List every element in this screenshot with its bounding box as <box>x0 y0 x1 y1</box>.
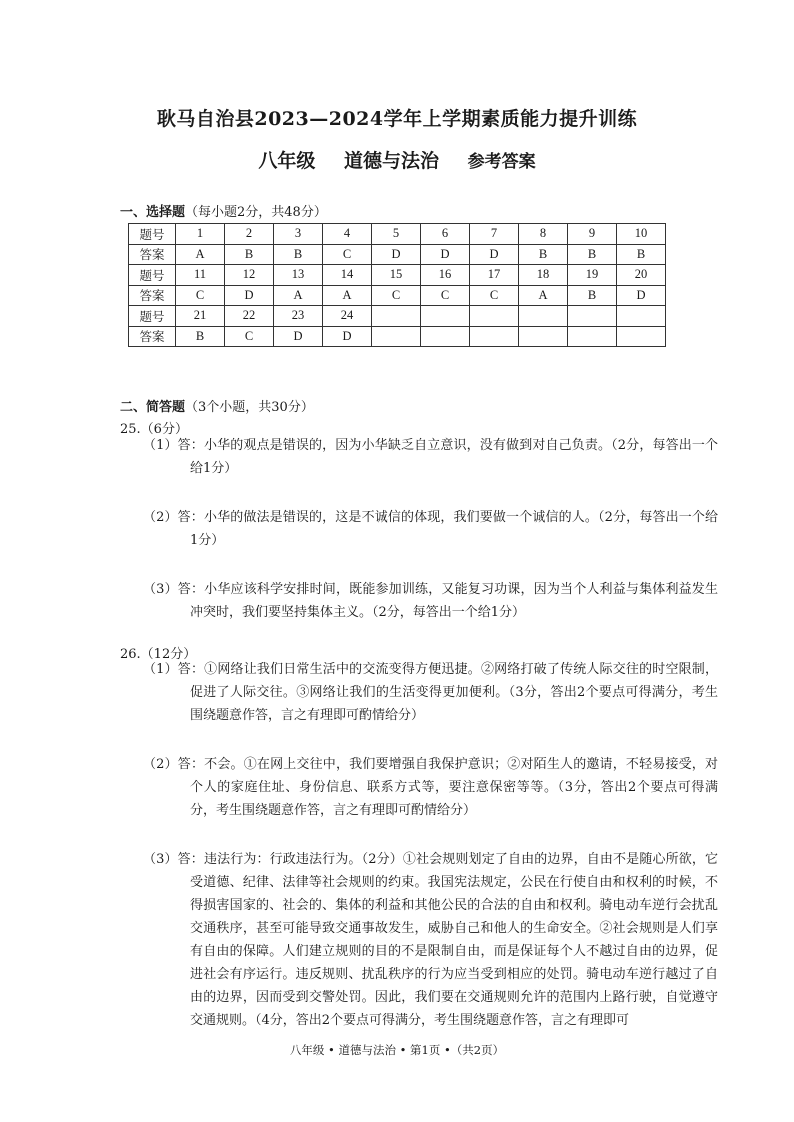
table-cell: C <box>470 285 519 306</box>
table-cell: A <box>519 285 568 306</box>
table-cell <box>519 326 568 347</box>
table-cell: 4 <box>323 224 372 245</box>
table-cell: B <box>617 244 666 265</box>
question-25-label: 25.（6分） <box>120 422 188 437</box>
table-cell: 16 <box>421 265 470 286</box>
question-26-label: 26.（12分） <box>120 647 197 662</box>
table-cell: 8 <box>519 224 568 245</box>
table-cell: 20 <box>617 265 666 286</box>
answer-key-label: 参考答案 <box>467 152 536 172</box>
label-question: 题号 <box>129 265 176 286</box>
section2-heading <box>120 396 314 415</box>
label-answer: 答案 <box>129 326 176 347</box>
label-answer: 答案 <box>129 285 176 306</box>
table-cell: D <box>372 244 421 265</box>
table-cell: 1 <box>176 224 225 245</box>
answer-26-2: （2）答：不会。①在网上交往中，我们要增强自我保护意识；②对陌生人的邀请，不轻易接受，对个人的家庭住址、身份信息、联系方式等，要注意保密等等。（3分，答出2个要点可得满分，考生围绕题意作答，言之有理即可酌情给分） <box>143 757 718 818</box>
table-row <box>129 326 666 347</box>
table-cell <box>519 306 568 327</box>
table-cell: D <box>421 244 470 265</box>
grade-label: 八年级 <box>258 150 316 172</box>
table-cell: C <box>421 285 470 306</box>
table-cell <box>470 306 519 327</box>
table-cell: D <box>323 326 372 347</box>
table-cell: 5 <box>372 224 421 245</box>
answer-25-3: （3）答：小华应该科学安排时间，既能参加训练，又能复习功课，因为当个人利益与集体利益发生冲突时，我们要坚持集体主义。（2分，每答出一个给1分） <box>143 582 718 620</box>
table-cell: A <box>274 285 323 306</box>
table-cell: D <box>470 244 519 265</box>
table-cell <box>568 326 617 347</box>
table-cell: 24 <box>323 306 372 327</box>
exam-title: 耿马自治县2023—2024学年上学期素质能力提升训练 <box>156 108 638 130</box>
answer-25-2: （2）答：小华的做法是错误的，这是不诚信的体现，我们要做一个诚信的人。（2分，每答出一个给1分） <box>143 510 718 548</box>
table-cell: C <box>176 285 225 306</box>
table-cell: 17 <box>470 265 519 286</box>
table-row <box>129 224 666 245</box>
table-row <box>129 265 666 286</box>
table-cell: A <box>323 285 372 306</box>
answer-25-1: （1）答：小华的观点是错误的，因为小华缺乏自立意识，没有做到对自己负责。（2分，每答出一个给1分） <box>143 438 718 476</box>
table-cell: D <box>617 285 666 306</box>
table-cell: 2 <box>225 224 274 245</box>
table-cell: 10 <box>617 224 666 245</box>
subject-label: 道德与法治 <box>344 150 440 172</box>
table-cell: B <box>274 244 323 265</box>
table-row <box>129 244 666 265</box>
table-cell: 6 <box>421 224 470 245</box>
table-cell <box>421 326 470 347</box>
table-cell: D <box>274 326 323 347</box>
table-cell: 22 <box>225 306 274 327</box>
table-cell: 11 <box>176 265 225 286</box>
table-cell: 14 <box>323 265 372 286</box>
table-cell <box>470 326 519 347</box>
table-cell <box>372 306 421 327</box>
table-cell <box>568 306 617 327</box>
table-cell: B <box>519 244 568 265</box>
answer-26-1: （1）答：①网络让我们日常生活中的交流变得方便迅捷。②网络打破了传统人际交往的时空限制，促进了人际交往。③网络让我们的生活变得更加便利。（3分，答出2个要点可得满分，考生围绕题意作答，言之有理即可酌情给分） <box>143 662 718 723</box>
table-cell: 19 <box>568 265 617 286</box>
table-cell <box>421 306 470 327</box>
section1-title: 一、选择题 <box>120 205 186 220</box>
table-cell: C <box>372 285 421 306</box>
table-cell: 12 <box>225 265 274 286</box>
page-footer: 八年级 • 道德与法治 • 第1页 •（共2页） <box>289 1043 505 1057</box>
table-cell: D <box>225 285 274 306</box>
table-cell <box>617 326 666 347</box>
label-answer: 答案 <box>129 244 176 265</box>
table-cell <box>617 306 666 327</box>
table-cell: C <box>323 244 372 265</box>
table-cell: 3 <box>274 224 323 245</box>
table-cell: B <box>568 285 617 306</box>
table-cell: B <box>176 326 225 347</box>
answer-26-3: （3）答：违法行为：行政违法行为。（2分）①社会规则划定了自由的边界，自由不是随心所欲，它受道德、纪律、法律等社会规则的约束。我国宪法规定，公民在行使自由和权利的时候，不得损害国家的、社会的、集体的利益和其他公民的合法的自由和权利。骑电动车逆行会扰乱交通秩序，甚至可能导致交通事故发生，威胁自己和他人的生命安全。②社会规则是人们享有自由的保障。人们建立规则的目的不是限制自由，而是保证每个人不越过自由的边界，促进社会有序运行。违反规则、扰乱秩序的行为应当受到相应的处罚。骑电动车逆行越过了自由的边界，因而受到交警处罚。因此，我们要在交通规则允许的范围内上路行驶，自觉遵守交通规则。（4分，答出2个要点可得满分，考生围绕题意作答，言之有理即可 <box>143 852 718 1028</box>
table-cell: 15 <box>372 265 421 286</box>
table-cell: B <box>568 244 617 265</box>
section1-note: （每小题2分，共48分） <box>185 205 327 220</box>
table-cell: C <box>225 326 274 347</box>
subtitle <box>0 146 794 173</box>
table-cell: 9 <box>568 224 617 245</box>
section2-title: 二、简答题 <box>120 400 186 415</box>
table-cell: 13 <box>274 265 323 286</box>
answer-table <box>128 223 666 347</box>
table-row <box>129 285 666 306</box>
label-question: 题号 <box>129 306 176 327</box>
table-cell: 7 <box>470 224 519 245</box>
table-cell: A <box>176 244 225 265</box>
label-question: 题号 <box>129 224 176 245</box>
table-cell <box>372 326 421 347</box>
table-row <box>129 306 666 327</box>
table-cell: 21 <box>176 306 225 327</box>
table-cell: B <box>225 244 274 265</box>
section2-note: （3个小题，共30分） <box>185 400 314 415</box>
table-cell: 18 <box>519 265 568 286</box>
table-cell: 23 <box>274 306 323 327</box>
section1-heading <box>120 201 327 220</box>
